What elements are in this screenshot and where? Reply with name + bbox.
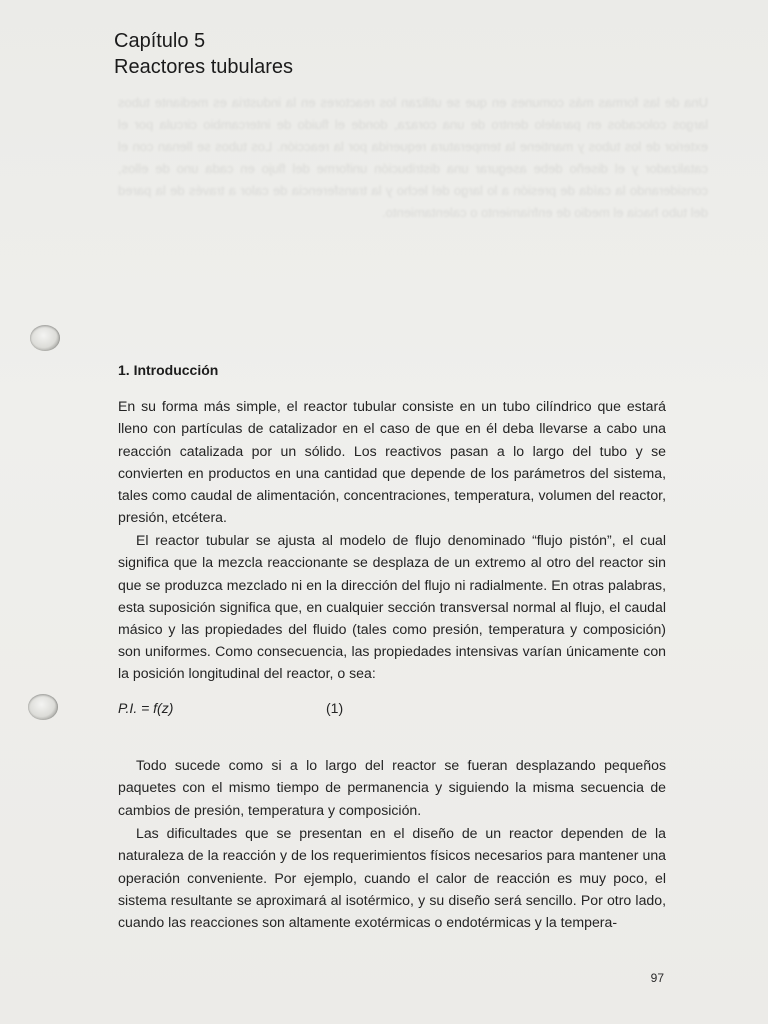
paragraph-difficulties: Las dificultades que se presentan en el diseño de un reactor dependen de la naturaleza de la reacción y de los requerimientos físicos necesarios para mantener una operación conveniente. Por ejemplo, cuando el calor de reacción es muy poco, el sistema resultante se aproximará al isotérmico, y su diseño será sencillo. Por otro lado, cuando las reacciones son altamente exotérmicas o endotérmicas y la tempera- bbox=[118, 825, 666, 930]
page-number: 97 bbox=[650, 971, 664, 985]
paragraph-plug-flow: El reactor tubular se ajusta al modelo de flujo denominado “flujo pistón”, el cual significa que la mezcla reaccionante se desplaza de un extremo al otro del reactor sin que se produzca mezclado ni en la dirección del flujo ni radialmente. En otras palabras, esta suposición significa que, en cualquier sección transversal normal al flujo, el caudal másico y las propiedades del fluido (tales como presión, temperatura y composición) son uniformes. Como consecuencia, las propiedades intensivas varían únicamente con la posición longitudinal del reactor, o sea: bbox=[118, 532, 666, 682]
chapter-label: Capítulo 5 bbox=[114, 30, 206, 52]
equation-expression: P.I. = f(z) bbox=[118, 700, 174, 716]
paragraph-packets: Todo sucede como si a lo largo del reactor se fueran desplazando pequeños paquetes con el mismo tiempo de permanencia y siguiendo la misma secuencia de cambios de presión, temperatura y composición. bbox=[118, 757, 666, 818]
paragraph-intro: En su forma más simple, el reactor tubular consiste en un tubo cilíndrico que estará lleno con partículas de catalizador en el caso de que en él deba llevarse a cabo una reacción catalizada por un sólido. Los reactivos pasan a lo largo del tubo y se convierten en productos en una cantidad que depende de los parámetros del sistema, tales como caudal de alimentación, concentraciones, temperatura, volumen del reactor, presión, etcétera. bbox=[118, 398, 666, 526]
chapter-title: Reactores tubulares bbox=[114, 56, 293, 78]
equation-number: (1) bbox=[326, 700, 344, 716]
punch-hole bbox=[30, 325, 60, 351]
punch-hole bbox=[28, 694, 58, 720]
show-through-text: Una de las formas más comunes en que se utilizan los reactores en la industria es mediante tubos largos colocados en paralelo dentro de una coraza, donde el fluido de intercambio circula por el exterior de los tubos y mantiene la temperatura requerida por la reacción. Los tubos se llenan con el catalizador y el diseño debe asegurar una distribución uniforme del flujo en cada uno de ellos, considerando la caída de presión a lo largo del lecho y la transferencia de calor a través de la pared del tubo hacia el medio de enfriamiento o calentamiento. bbox=[118, 95, 708, 220]
section-heading: 1. Introducción bbox=[118, 362, 219, 378]
